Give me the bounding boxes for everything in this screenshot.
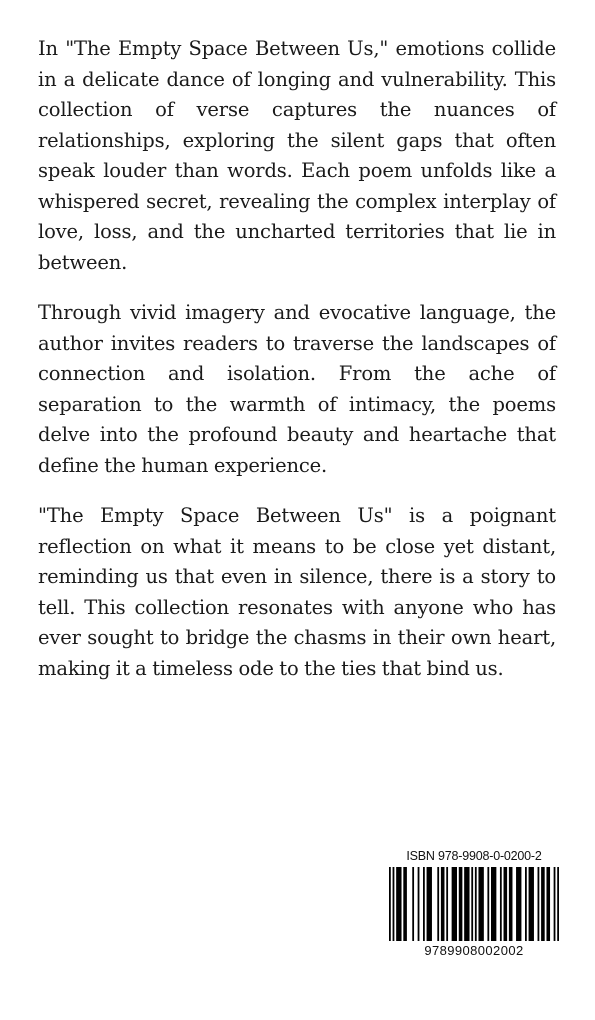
barcode-bar (446, 867, 448, 941)
barcode-bars (389, 867, 559, 941)
barcode-bar (554, 867, 556, 941)
barcode-bar (452, 867, 457, 941)
barcode-bar (529, 867, 534, 941)
isbn-label: ISBN 978-9908-0-0200-2 (406, 849, 542, 863)
barcode-bar (491, 867, 496, 941)
barcode-digits: 9789908002002 (424, 943, 524, 958)
barcode-bar (557, 867, 559, 941)
barcode-bar (546, 867, 550, 941)
isbn-barcode (389, 849, 559, 965)
barcode-bar (509, 867, 513, 941)
barcode-bar (427, 867, 432, 941)
barcode-bar (459, 867, 463, 941)
barcode-bar (500, 867, 502, 941)
barcode-bar (471, 867, 473, 941)
blurb-paragraph-3: "The Empty Space Between Us" is a poignant reflection on what it means to be close yet distant, reminding us that even in silence, there is a story to tell. This collection resonates with anyone who has ever sought to bridge the chasms in their own heart, making it a timeless ode to the ties that bind us. (38, 504, 556, 680)
blurb-paragraph-2: Through vivid imagery and evocative language, the author invites readers to traverse the landscapes of connection and isolation. From the ache of separation to the warmth of intimacy, the poems delve into the profound beauty and heartache that define the human experience. (38, 301, 556, 477)
barcode-bar (487, 867, 489, 941)
barcode-bar (389, 867, 391, 941)
barcode-bar (516, 867, 521, 941)
barcode-bar (412, 867, 414, 941)
barcode-bar (538, 867, 540, 941)
barcode-bar (541, 867, 545, 941)
barcode-bar (396, 867, 401, 941)
back-cover-blurb (38, 34, 556, 704)
barcode-bar (403, 867, 407, 941)
barcode-bar (464, 867, 469, 941)
barcode-bar (437, 867, 439, 941)
barcode-bar (441, 867, 445, 941)
barcode-bar (393, 867, 395, 941)
barcode-bar (423, 867, 425, 941)
barcode-bar (504, 867, 508, 941)
barcode-bar (475, 867, 477, 941)
blurb-paragraph-1: In "The Empty Space Between Us," emotions collide in a delicate dance of longing and vulnerability. This collection of verse captures the nuances of relationships, exploring the silent gaps that often speak louder than words. Each poem unfolds like a whispered secret, revealing the complex interplay of love, loss, and the uncharted territories that lie in between. (38, 37, 556, 274)
barcode-bar (418, 867, 420, 941)
barcode-bar (478, 867, 483, 941)
barcode-bar (525, 867, 527, 941)
